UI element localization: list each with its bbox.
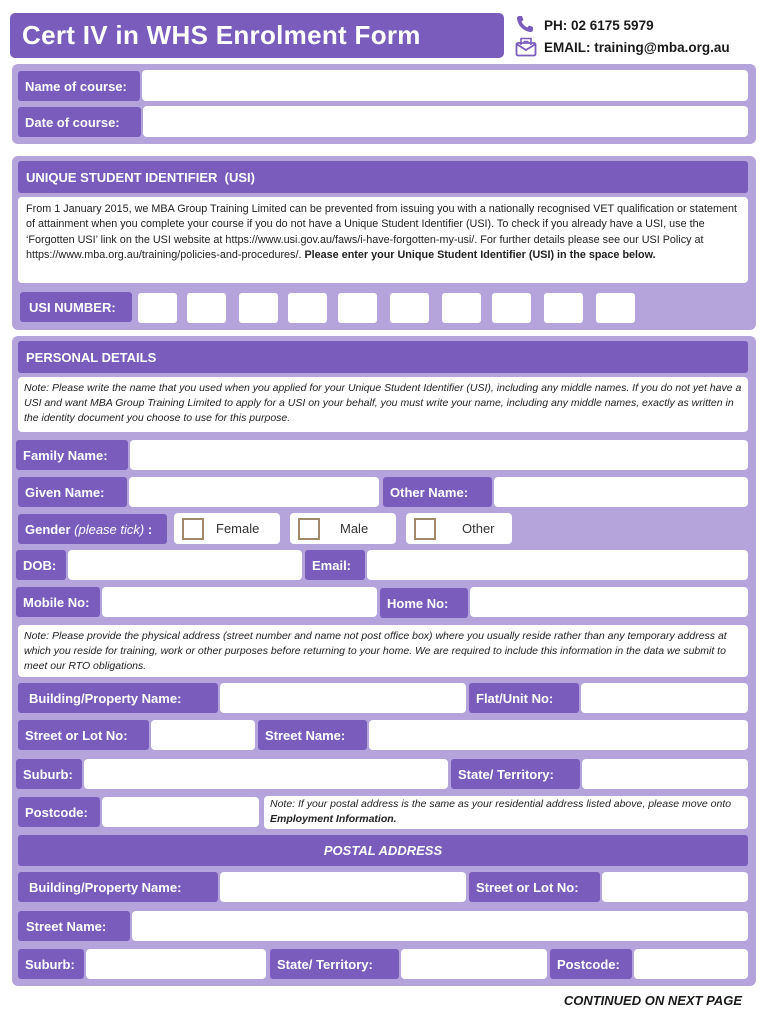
phone-icon <box>515 14 535 34</box>
postal-street-lot-field[interactable] <box>602 872 748 902</box>
male-checkbox[interactable] <box>298 518 320 540</box>
postal-street-lot-label: Street or Lot No: <box>469 872 600 902</box>
email-label: Email: <box>305 550 365 580</box>
gender-label-hint: (please tick) <box>74 521 145 537</box>
state-label: State/ Territory: <box>451 759 580 789</box>
address-note: Note: Please provide the physical address (street number and name not post office box) where you usually reside rather than any temporary address at which you reside for training, work or other purposes before returning to your home. We are required to include this information in the data we submit to meet our RTO obligations. <box>18 625 748 677</box>
postal-note <box>264 796 748 829</box>
usi-digit-box[interactable] <box>138 293 177 323</box>
postal-header <box>18 835 748 866</box>
other-checkbox[interactable] <box>414 518 436 540</box>
gender-label <box>18 514 167 544</box>
usi-number-label: USI NUMBER: <box>20 292 132 322</box>
suburb-label: Suburb: <box>16 759 82 789</box>
gender-option-female[interactable] <box>174 513 280 544</box>
postal-postcode-field[interactable] <box>634 949 748 979</box>
usi-description-bold: Please enter your Unique Student Identifier (USI) in the space below. <box>304 249 656 262</box>
other-name-field[interactable] <box>494 477 748 507</box>
dob-field[interactable] <box>68 550 302 580</box>
postcode-field[interactable] <box>102 797 259 827</box>
usi-digit-box[interactable] <box>338 293 377 323</box>
usi-digit-box[interactable] <box>390 293 429 323</box>
other-name-label: Other Name: <box>383 477 492 507</box>
postal-header-text: POSTAL ADDRESS <box>323 843 443 858</box>
gender-option-label: Male <box>340 521 369 536</box>
street-lot-field[interactable] <box>151 720 255 750</box>
flat-unit-label: Flat/Unit No: <box>469 683 579 713</box>
building-name-label: Building/Property Name: <box>18 683 218 713</box>
postal-state-label: State/ Territory: <box>270 949 399 979</box>
postal-suburb-field[interactable] <box>86 949 266 979</box>
suburb-field[interactable] <box>84 759 448 789</box>
usi-header: UNIQUE STUDENT IDENTIFIER (USI) <box>18 161 748 193</box>
personal-header: PERSONAL DETAILS <box>18 341 748 373</box>
usi-digit-box[interactable] <box>544 293 583 323</box>
postal-building-field[interactable] <box>220 872 466 902</box>
form-title-bar <box>10 13 504 58</box>
postal-postcode-label: Postcode: <box>550 949 632 979</box>
postal-note-bold: Employment Information. <box>270 813 397 825</box>
gender-label-text: Gender <box>25 521 71 537</box>
given-name-field[interactable] <box>129 477 379 507</box>
email-icon <box>515 37 537 57</box>
phone-number: PH: 02 6175 5979 <box>544 18 654 33</box>
usi-digit-box[interactable] <box>596 293 635 323</box>
gender-option-male[interactable] <box>290 513 396 544</box>
street-name-field[interactable] <box>369 720 748 750</box>
email-field[interactable] <box>367 550 748 580</box>
given-name-label: Given Name: <box>18 477 127 507</box>
flat-unit-field[interactable] <box>581 683 748 713</box>
usi-digit-box[interactable] <box>187 293 226 323</box>
course-date-label: Date of course: <box>18 107 141 137</box>
personal-name-note: Note: Please write the name that you used when you applied for your Unique Student Identifier (USI), including any middle names. If you do not yet have a USI and want MBA Group Training Limited to apply for a USI on your behalf, you must write your name, including any middle names, exactly as written in the identity document you choose to use for this purpose. <box>18 377 748 432</box>
postal-building-label: Building/Property Name: <box>18 872 218 902</box>
dob-label: DOB: <box>16 550 66 580</box>
course-date-field[interactable] <box>143 106 748 137</box>
continued-note: CONTINUED ON NEXT PAGE <box>563 993 742 1008</box>
gender-option-other[interactable] <box>406 513 512 544</box>
home-label: Home No: <box>380 588 468 618</box>
course-name-field[interactable] <box>142 70 748 101</box>
mobile-label: Mobile No: <box>16 587 100 617</box>
course-name-label: Name of course: <box>18 71 140 101</box>
form-title: Cert IV in WHS Enrolment Form <box>22 20 421 50</box>
usi-digit-box[interactable] <box>239 293 278 323</box>
mobile-field[interactable] <box>102 587 377 617</box>
state-field[interactable] <box>582 759 748 789</box>
gender-option-label: Female <box>216 521 260 536</box>
postal-suburb-label: Suburb: <box>18 949 84 979</box>
postal-street-name-label: Street Name: <box>18 911 130 941</box>
usi-digit-box[interactable] <box>288 293 327 323</box>
postcode-label: Postcode: <box>18 797 100 827</box>
street-name-label: Street Name: <box>258 720 367 750</box>
usi-description <box>18 197 748 283</box>
female-checkbox[interactable] <box>182 518 204 540</box>
email-address[interactable]: EMAIL: training@mba.org.au <box>544 40 730 55</box>
gender-label-colon: : <box>147 521 153 537</box>
gender-option-label: Other <box>462 521 495 536</box>
postal-state-field[interactable] <box>401 949 547 979</box>
family-name-field[interactable] <box>130 440 748 470</box>
home-field[interactable] <box>470 587 748 617</box>
usi-digit-box[interactable] <box>442 293 481 323</box>
usi-digit-box[interactable] <box>492 293 531 323</box>
postal-note-text: Note: If your postal address is the same as your residential address listed above, please move onto <box>270 798 732 810</box>
usi-description-text: From 1 January 2015, we MBA Group Training Limited can be prevented from issuing you with a nationally recognised VET qualification or statement of attainment when you complete your course if you do not have a Unique Student Identifier (USI). To check if you already have a USI, use the ‘Forgotten USI’ link on the USI website at https://www.usi.gov.au/faws/i-have-forgotten-my-usi/. For further details please see our USI Policy at https://www.mba.org.au/training/policies-and-procedures/. <box>26 203 737 262</box>
street-lot-label: Street or Lot No: <box>18 720 149 750</box>
family-name-label: Family Name: <box>16 440 128 470</box>
building-name-field[interactable] <box>220 683 466 713</box>
postal-street-name-field[interactable] <box>132 911 748 941</box>
